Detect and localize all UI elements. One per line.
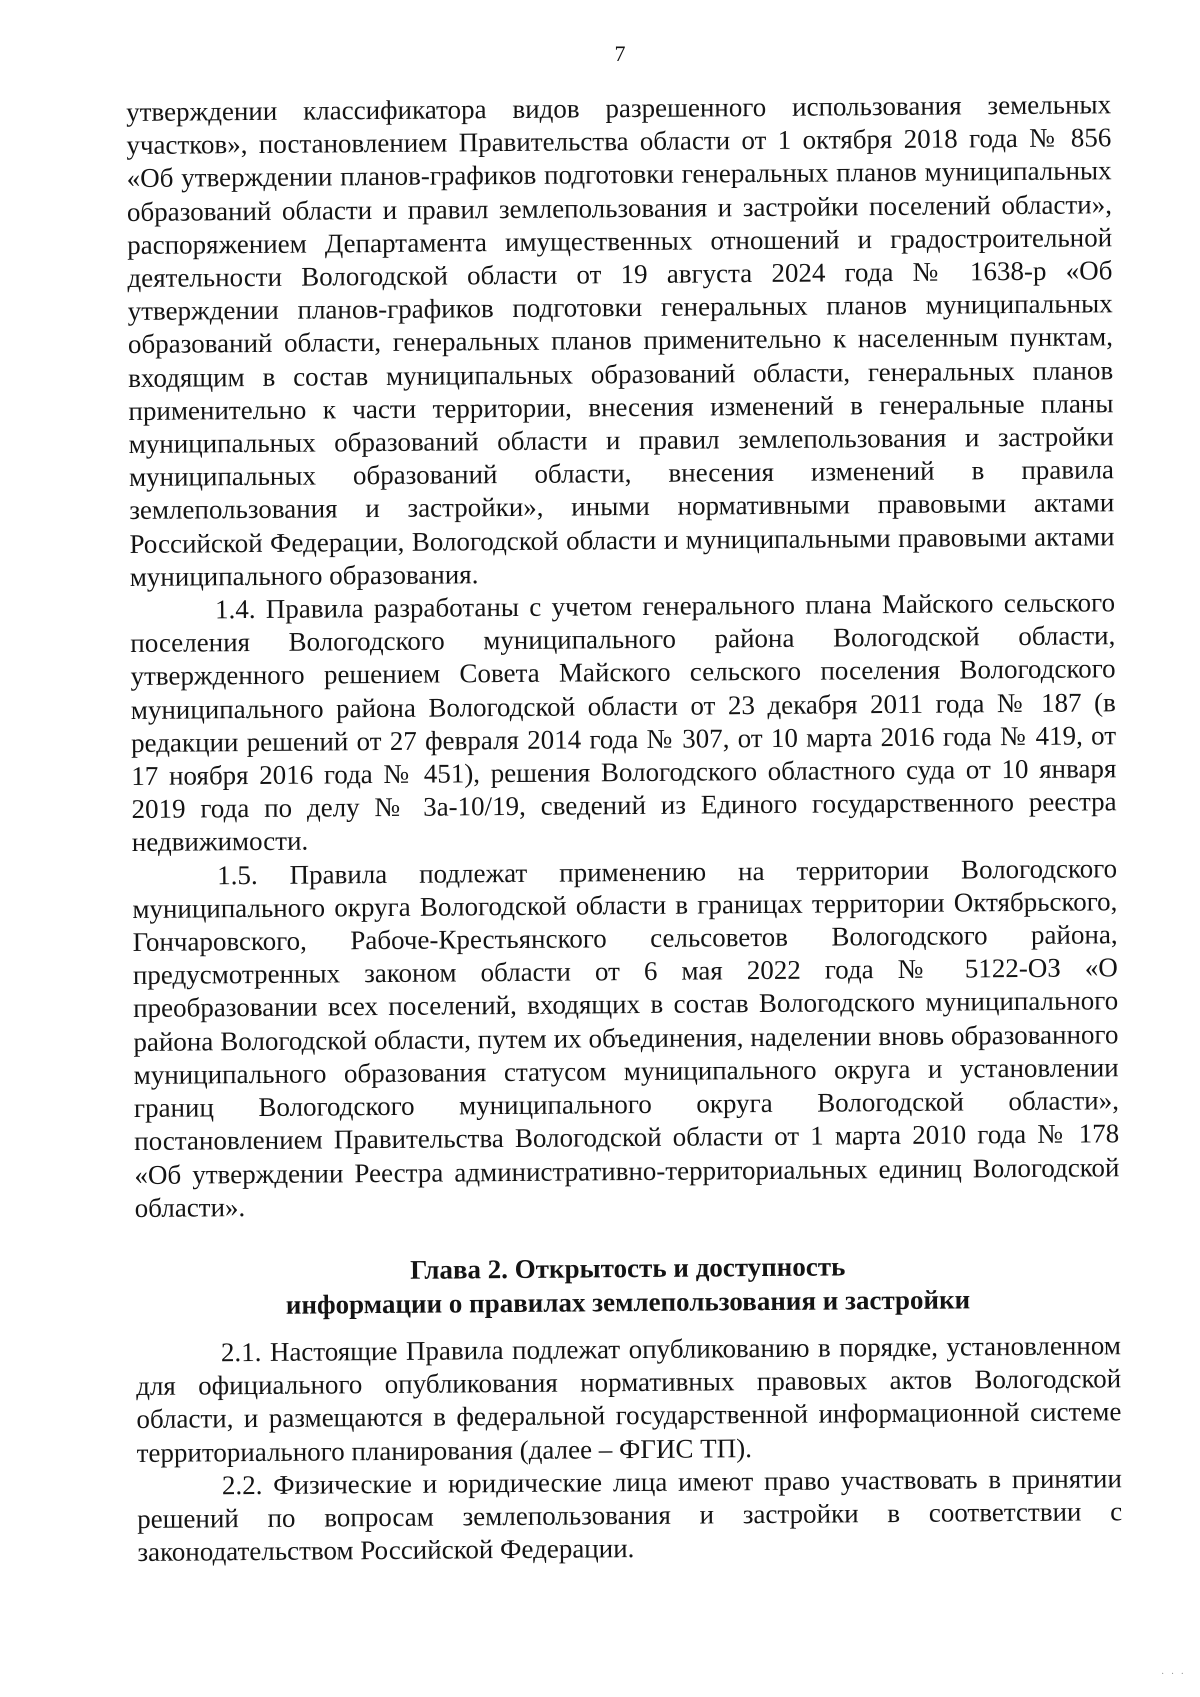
- paragraph-number: 1.5.: [217, 859, 258, 890]
- paragraph-2-1: [136, 1329, 1122, 1470]
- paragraph-number: 2.1.: [220, 1336, 262, 1368]
- document-body: [126, 88, 1123, 1569]
- paragraph-text: Правила подлежат применению на территории Вологодского муниципального округа Вологодской области в границах территории Октябрьского, Гончаровского, Рабоче-Крестьянского сельсоветов Вологодского района, предусмотренных законом области от 6 мая 2022 года № 5122-ОЗ «О преобразовании всех поселений, входящих в состав Вологодского муниципального района Вологодской области, путем их объединения, наделении вновь образованного муниципального образования статусом муниципального округа и установлении границ Вологодского муниципального округа Вологодской области», постановлением Правительства Вологодской области от 1 марта 2010 года № 178 «Об утверждении Реестра административно-территориальных единиц Вологодской области».: [132, 852, 1120, 1223]
- chapter-2-heading: [135, 1247, 1121, 1323]
- page-number: 7: [614, 41, 626, 66]
- paragraph-text: Физические и юридические лица имеют право участвовать в принятии решений по вопросам землепользования и застройки в соответствии с законодательством Российской Федерации.: [137, 1462, 1123, 1568]
- paragraph-1-5: [132, 852, 1120, 1225]
- paragraph-text: Правила разработаны с учетом генерального плана Майского сельского поселения Вологодского муниципального района Вологодской области, утвержденного решением Совета Майского сельского поселения Вологодского муниципального района Вологодской области от 23 декабря 2011 года № 187 (в редакции решений от 27 февраля 2014 года № 307, от 10 марта 2016 года № 419, от 17 ноября 2016 года № 451), решения Вологодского областного суда от 10 января 2019 года по делу № 3а-10/19, сведений из Единого государственного реестра недвижимости.: [130, 587, 1117, 858]
- paragraph-text: Настоящие Правила подлежат опубликованию в порядке, установленном для официального опубликования нормативных правовых актов Вологодской области, и размещаются в федеральной государственной информационной системе территориального планирования (далее – ФГИС ТП).: [136, 1330, 1122, 1468]
- scan-edge-mark: · · ·: [1161, 1668, 1186, 1680]
- paragraph-1-4: [130, 586, 1117, 859]
- chapter-title-line-1: Глава 2. Открытость и доступность: [409, 1251, 846, 1285]
- paragraph-1-3-continuation: утверждении классификатора видов разрешенного использования земельных участков», постановлением Правительства области от 1 октября 2018 года № 856 «Об утверждении планов-графиков подготовки генеральных планов муниципальных образований области и правил землепользования и застройки поселений области», распоряжением Департамента имущественных отношений и градостроительной деятельности Вологодской области от 19 августа 2024 года № 1638-р «Об утверждении планов-графиков подготовки генеральных планов муниципальных образований области, генеральных планов применительно к населенным пунктам, входящим в состав муниципальных образований области, генеральных планов применительно к части территории, внесения изменений в генеральные планы муниципальных образований области и правил землепользования и застройки муниципальных образований области, внесения изменений в правила землепользования и застройки», иными нормативными правовыми актами Российской Федерации, Вологодской области и муниципальными правовыми актами муниципального образования.: [126, 89, 1115, 592]
- paragraph-2-2: [137, 1462, 1123, 1569]
- chapter-title-line-2: информации о правилах землепользования и застройки: [285, 1284, 971, 1320]
- paragraph-number: 2.2.: [221, 1469, 263, 1501]
- paragraph-number: 1.4.: [214, 594, 256, 625]
